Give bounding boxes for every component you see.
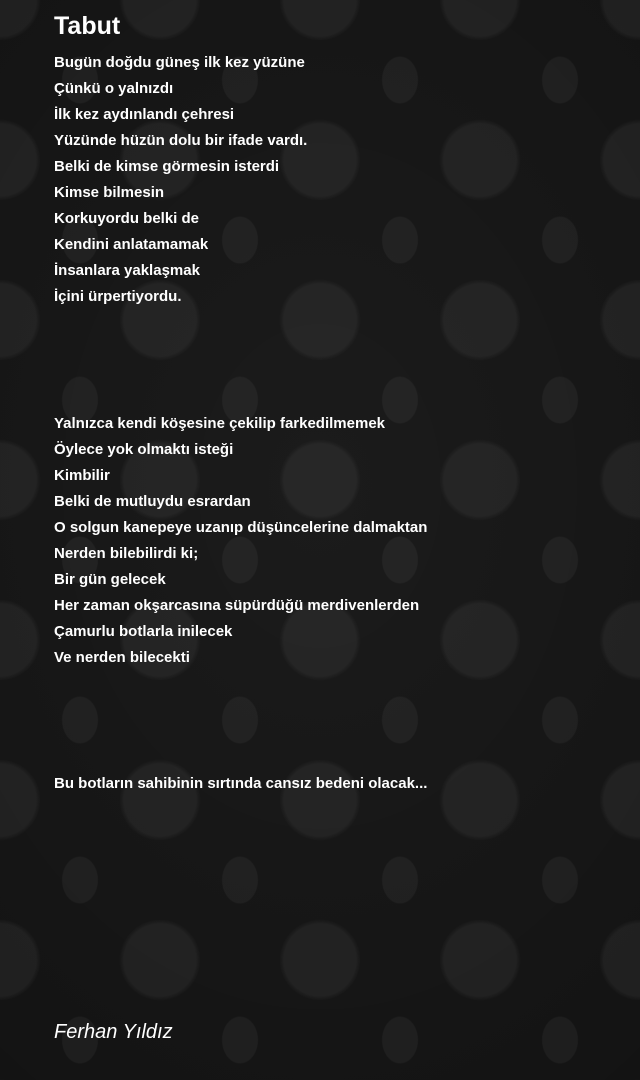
poem-line: İlk kez aydınlandı çehresi <box>54 106 235 123</box>
poem-line: Yüzünde hüzün dolu bir ifade vardı. <box>54 132 308 149</box>
author-name: Ferhan Yıldız <box>54 1021 173 1043</box>
poem-line: Çünkü o yalnızdı <box>54 80 174 97</box>
poem-line: O solgun kanepeye uzanıp düşüncelerine dalmaktan <box>54 519 428 536</box>
stanza-3 <box>54 771 614 797</box>
poem-line: Öylece yok olmaktı isteği <box>54 441 234 458</box>
poem-line: Yalnızca kendi köşesine çekilip farkedilmemek <box>54 415 386 432</box>
poem-line: Korkuyordu belki de <box>54 210 200 227</box>
poem-line: Nerden bilebilirdi ki; <box>54 545 199 562</box>
poem-line: Her zaman okşarcasına süpürdüğü merdivenlerden <box>54 597 420 614</box>
poem-line: Çamurlu botlarla inilecek <box>54 623 233 640</box>
poem-line: Bu botların sahibinin sırtında cansız bedeni olacak... <box>54 775 428 792</box>
stanza-2 <box>54 411 614 671</box>
poem-line: Belki de kimse görmesin isterdi <box>54 158 280 175</box>
poem-line: Belki de mutluydu esrardan <box>54 493 251 510</box>
poem-line: Kimbilir <box>54 467 110 484</box>
poem-line: Kendini anlatamamak <box>54 236 209 253</box>
poem-line: Bir gün gelecek <box>54 571 166 588</box>
poem-line: Ve nerden bilecekti <box>54 649 190 666</box>
stanza-1 <box>54 50 614 310</box>
poem-title: Tabut <box>54 12 121 40</box>
poem-line: İçini ürpertiyordu. <box>54 288 182 305</box>
poem-line: İnsanlara yaklaşmak <box>54 262 200 279</box>
poem-line: Kimse bilmesin <box>54 184 165 201</box>
poem-line: Bugün doğdu güneş ilk kez yüzüne <box>54 54 305 71</box>
